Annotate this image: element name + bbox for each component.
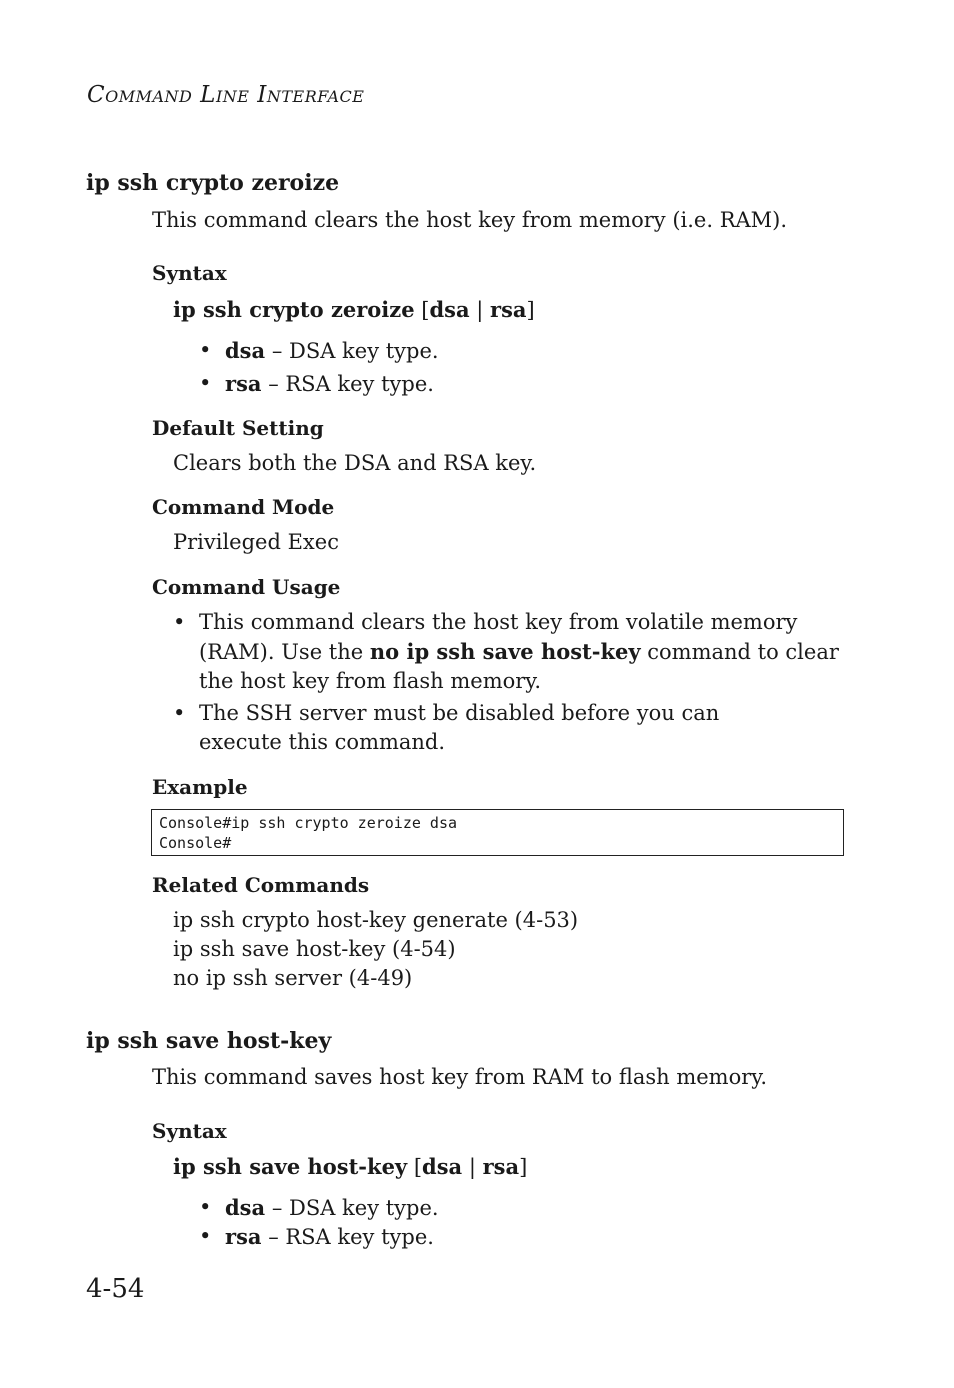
syntax-separator: | (468, 1155, 476, 1179)
syntax-line (173, 297, 535, 322)
syntax-option-rsa: rsa (482, 1154, 520, 1179)
syntax-option-dsa: dsa (429, 297, 470, 322)
bullet-icon: • (199, 1224, 212, 1248)
bullet-icon: • (199, 1195, 212, 1219)
syntax-command: ip ssh crypto zeroize (173, 297, 415, 322)
usage-item (173, 699, 799, 757)
code-line: Console#ip ssh crypto zeroize dsa (159, 814, 458, 832)
page-number: 4-54 (86, 1274, 145, 1304)
usage-command-ref: no ip ssh save host-key (369, 639, 641, 664)
syntax-bracket-close: ] (519, 1155, 528, 1179)
syntax-bracket-open: [ (413, 1155, 423, 1179)
code-line: Console# (159, 834, 232, 852)
param-desc: – DSA key type. (271, 1196, 439, 1220)
syntax-heading: Syntax (152, 1119, 227, 1143)
example-heading: Example (152, 775, 248, 799)
param-desc: – RSA key type. (268, 1225, 434, 1249)
list-item (199, 338, 439, 363)
default-setting-text: Clears both the DSA and RSA key. (173, 451, 537, 475)
list-item (199, 1195, 439, 1220)
bullet-icon: • (199, 371, 212, 395)
param-name: rsa (225, 371, 262, 396)
syntax-option-dsa: dsa (422, 1154, 463, 1179)
usage-text: The SSH server must be disabled before you can execute this command. (199, 701, 720, 754)
running-header: Command Line Interface (87, 82, 365, 108)
bullet-icon: • (173, 610, 186, 634)
syntax-line (173, 1154, 527, 1179)
command-usage-heading: Command Usage (152, 575, 341, 599)
default-setting-heading: Default Setting (152, 416, 324, 440)
syntax-separator: | (476, 298, 484, 322)
bullet-icon: • (173, 701, 186, 725)
section-description: This command clears the host key from memory (i.e. RAM). (152, 208, 788, 232)
param-desc: – DSA key type. (271, 339, 439, 363)
syntax-command: ip ssh save host-key (173, 1154, 408, 1179)
command-mode-heading: Command Mode (152, 495, 335, 519)
related-command: no ip ssh server (4-49) (173, 966, 413, 990)
syntax-bracket-open: [ (421, 298, 430, 322)
param-name: dsa (225, 338, 266, 363)
section-title-crypto-zeroize: ip ssh crypto zeroize (86, 170, 340, 196)
section-description: This command saves host key from RAM to flash memory. (152, 1065, 768, 1089)
usage-item (173, 608, 859, 696)
related-command: ip ssh crypto host-key generate (4-53) (173, 908, 579, 932)
param-desc: – RSA key type. (268, 372, 434, 396)
param-name: rsa (225, 1224, 262, 1249)
related-commands-heading: Related Commands (152, 873, 370, 897)
list-item (199, 1224, 434, 1249)
bullet-icon: • (199, 338, 212, 362)
param-name: dsa (225, 1195, 266, 1220)
syntax-option-rsa: rsa (490, 297, 527, 322)
related-command: ip ssh save host-key (4-54) (173, 937, 456, 961)
syntax-bracket-close: ] (526, 298, 535, 322)
example-code-block (151, 809, 844, 856)
usage-text: This command clears the host key from volatile memory (RAM). Use the (199, 610, 798, 664)
list-item (199, 371, 434, 396)
section-title-save-host-key: ip ssh save host-key (86, 1028, 332, 1054)
command-mode-text: Privileged Exec (173, 530, 339, 554)
syntax-heading: Syntax (152, 261, 227, 285)
usage-text: command to clear the host key from flash memory. (199, 640, 839, 693)
